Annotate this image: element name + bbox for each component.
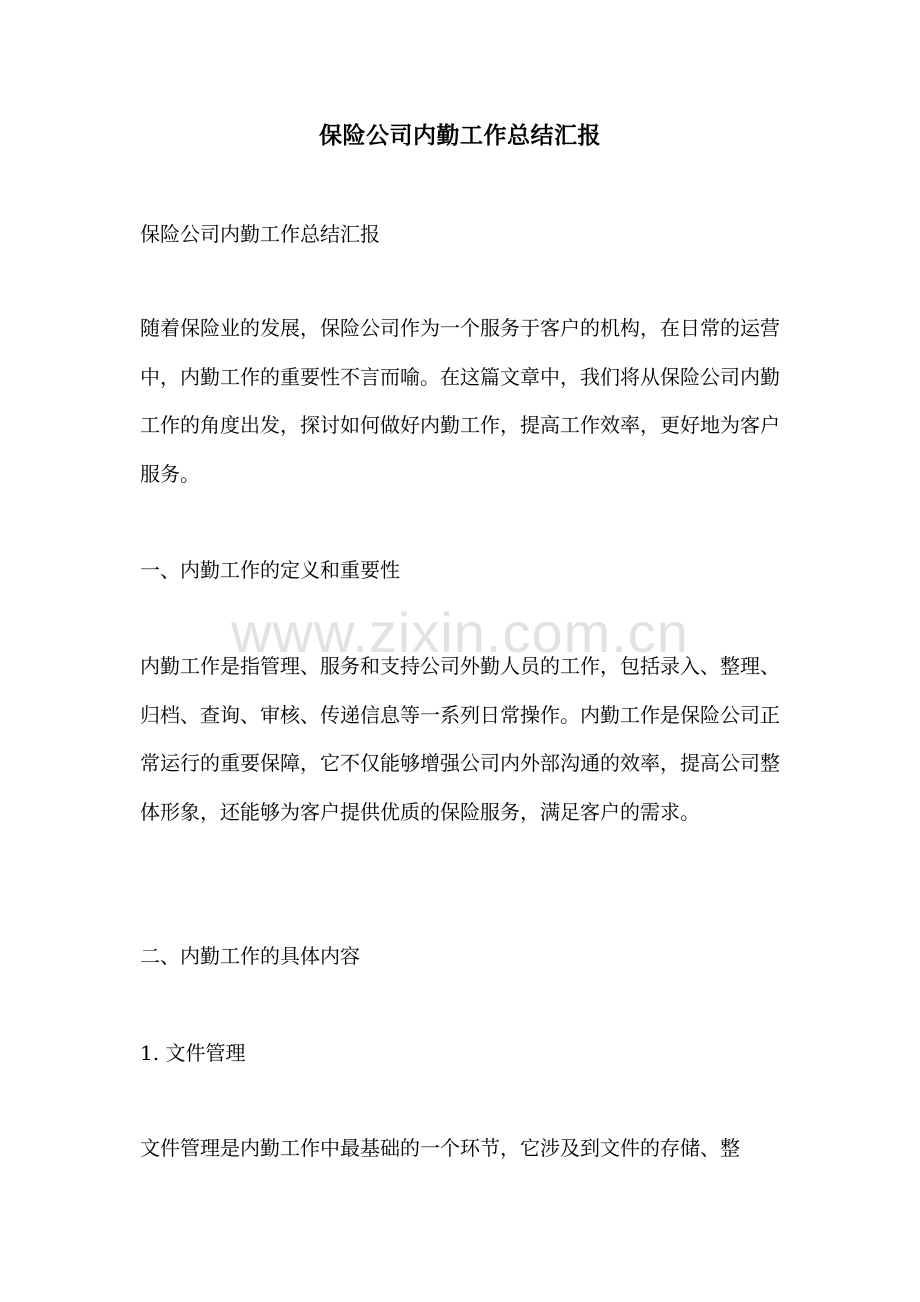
document-title: 保险公司内勤工作总结汇报	[319, 122, 601, 149]
watermark-text: www.zixin.com.cn	[231, 601, 689, 664]
document-subtitle: 保险公司内勤工作总结汇报	[140, 222, 380, 246]
subsection-1-heading: 1. 文件管理	[140, 1041, 246, 1065]
subsection-1-paragraph: 文件管理是内勤工作中最基础的一个环节，它涉及到文件的存储、整	[140, 1136, 740, 1160]
section-1-paragraph: 内勤工作是指管理、服务和支持公司外勤人员的工作，包括录入、整理、归档、查询、审核、传递信息等一系列日常操作。内勤工作是保险公司正常运行的重要保障，它不仅能够增强公司内外部沟通的效率，提高公司整体形象，还能够为客户提供优质的保险服务，满足客户的需求。	[140, 654, 780, 824]
section-1-heading: 一、内勤工作的定义和重要性	[140, 558, 400, 582]
section-2-heading: 二、内勤工作的具体内容	[140, 944, 360, 968]
intro-paragraph: 随着保险业的发展，保险公司作为一个服务于客户的机构，在日常的运营中，内勤工作的重要性不言而喻。在这篇文章中，我们将从保险公司内勤工作的角度出发，探讨如何做好内勤工作，提高工作效率，更好地为客户服务。	[140, 316, 780, 486]
